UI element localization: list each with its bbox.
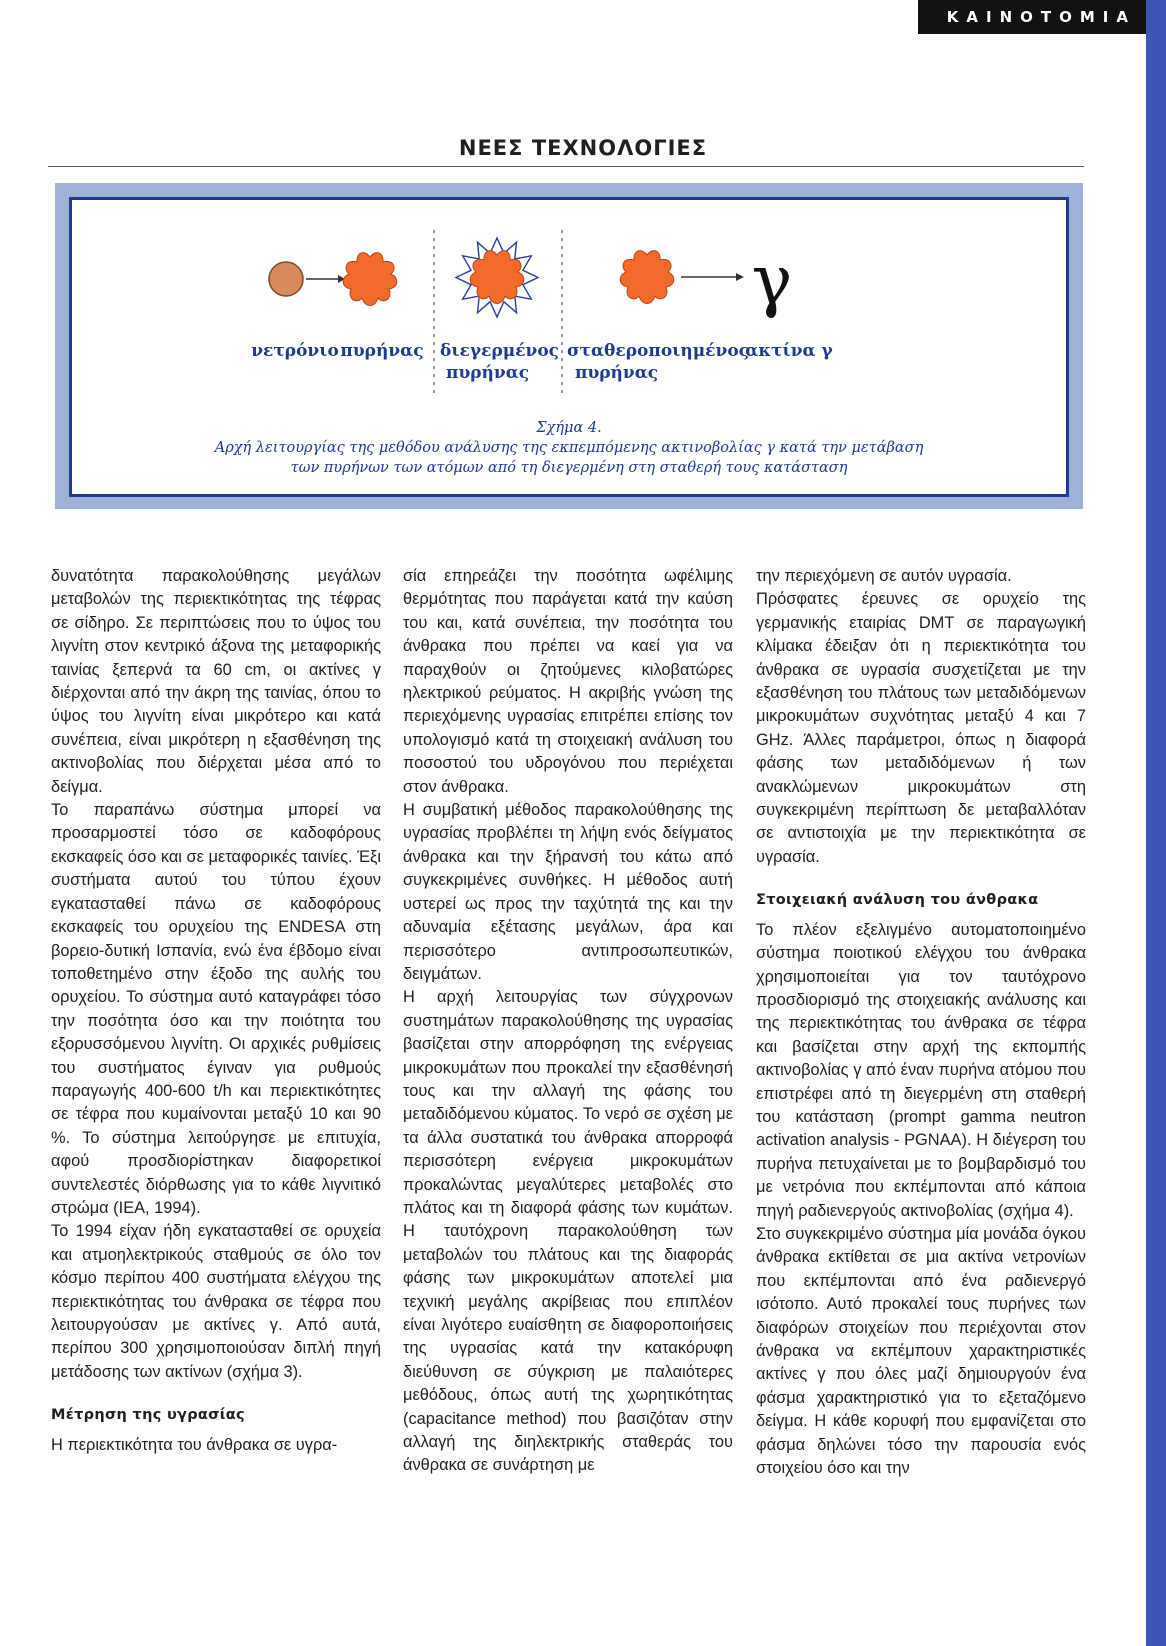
section-title: ΝΕΕΣ ΤΕΧΝΟΛΟΓΙΕΣ — [458, 136, 708, 160]
label-nucleus: πυρήνας — [340, 341, 424, 361]
text-column-2 — [403, 565, 733, 1478]
figure-caption-number: Σχήμα 4. — [536, 420, 602, 436]
subheading-elemental-analysis: Στοιχειακή ανάλυση του άνθρακα — [756, 892, 1039, 909]
gamma-symbol: γ — [751, 242, 793, 321]
figure-caption-line2: των πυρήνων των ατόμων από τη διεγερμένη στη σταθερή τους κατάσταση — [290, 460, 848, 476]
paragraph: σία επηρεάζει την ποσότητα ωφέλιμης θερμότητας που παράγεται κατά την καύση του και, κατά συνέπεια, την ποσότητα του άνθρακα που πρέπει να καεί για να παραχθούν οι ζητούμενες κιλοβατώρες ηλεκτρικού ρεύματος. Η ακριβής γνώση της περιεχόμενης υγρασίας επιτρέπει επίσης τον υπολογισμό κατά τη στοιχειακή ανάλυση του ποσοστού του υδρογόνου που περιέχεται στον άνθρακα. — [403, 567, 733, 796]
side-color-stripe — [1146, 0, 1166, 1646]
paragraph: την περιεχόμενη σε αυτόν υγρασία. — [756, 567, 1012, 585]
label-gamma-ray: ακτίνα γ — [745, 341, 833, 361]
paragraph: Πρόσφατες έρευνες σε ορυχείο της γερμανικής εταιρίας DMT σε παραγωγική κλίμακα έδειξαν ότι η περιεκτικότητα του άνθρακα σε υγρασία συσχετίζεται με την εξασθένηση του πλάτους των μεταδιδόμενων μικροκυμάτων συχνότητας μεταξύ 4 και 7 GHz. Άλλες παράμετροι, όπως η διαφορά φάσης των μεταδιδόμενων ή των ανακλώμενων μικροκυμάτων στη συγκεκριμένη περίπτωση δε μεταβαλλόταν σε αντιστοιχία με την περιεκτικότητα σε υγρασία. — [756, 590, 1086, 866]
nucleus-icon — [343, 253, 397, 306]
paragraph: Η συμβατική μέθοδος παρακολούθησης της υγρασίας προβλέπει τη λήψη ενός δείγματος άνθρακα και την ξήρανσή του κάτω από συγκεκριμένες συνθήκες. Η μέθοδος αυτή υστερεί ως προς την ταχύτητά της και την αδυναμία εξέτασης μεγάλων, άρα και περισσότερο αντιπροσωπευτικών, δειγμάτων. — [403, 801, 733, 983]
label-neutron: νετρόνιο — [251, 341, 339, 361]
neutron-icon — [269, 262, 303, 296]
figure-4 — [55, 183, 1083, 509]
text-column-3 — [756, 565, 1086, 1480]
paragraph: δυνατότητα παρακολούθησης μεγάλων μεταβολών της περιεκτικότητας της τέφρας σε σίδηρο. Σε περιπτώσεις που το ύψος του λιγνίτη στον κεντρικό άξονα της μεταφορικής ταινίας ξεπερνά τα 60 cm, οι ακτίνες γ διέρχονται από την άκρη της ταινίας, όπου το ύψος του λιγνίτη είναι μικρότερο και κατά συνέπεια, είναι μικρότερη η εξασθένηση της ακτινοβολίας που διέρχεται μέσα από το δείγμα. — [51, 567, 381, 796]
subheading-moisture: Μέτρηση της υγρασίας — [51, 1407, 245, 1424]
paragraph: Το παραπάνω σύστημα μπορεί να προσαρμοστεί τόσο σε καδοφόρους εκσκαφείς όσο και σε μεταφορικές ταινίες. Έξι συστήματα αυτού του τύπου έχουν εγκατασταθεί πάνω σε καδοφόρους εκσκαφείς του ορυχείου της ENDESA στη βορειο-δυτική Ισπανία, ενώ ένα έβδομο είναι τοποθετημένο στην έξοδο της αυλής του ορυχείου. Το σύστημα αυτό καταγράφει τόσο την ποσότητα όσο και την ποιότητα του εξορυσσόμενου λιγνίτη. Οι αρχικές ρυθμίσεις του συστήματος έγιναν για ρυθμούς παραγωγής 400-600 t/h και περιεκτικότητες σε τέφρα που κυμαίνονται μεταξύ 10 και 90 %. Το σύστημα λειτούργησε με επιτυχία, αφού προσδιορίστηκαν διαφορετικοί συντελεστές διόρθωσης για το κάθε λιγνιτικό στρώμα (IEA, 1994). — [51, 801, 381, 1217]
text-column-1 — [51, 565, 381, 1457]
label-stabilized-nucleus: σταθεροποιημένος πυρήνας — [567, 341, 750, 383]
label-excited-nucleus: διεγερμένος πυρήνας — [440, 341, 560, 383]
header-bar: ΚΑΙΝΟΤΟΜΙΑ 11 — [918, 0, 1146, 34]
paragraph: Η αρχή λειτουργίας των σύγχρονων συστημάτων παρακολούθησης της υγρασίας βασίζεται στην απορρόφηση της ενέργειας μικροκυμάτων που προκαλεί την εξασθένησή τους και την αλλαγή της φάσης του μεταδιδόμενου κύματος. Το νερό σε σχέση με τα άλλα συστατικά του άνθρακα απορροφά περισσότερη ενέργεια μικροκυμάτων προκαλώντας μεγαλύτερες μεταβολές στο πλάτος και τη διαφορά φάσης των κυμάτων. Η ταυτόχρονη παρακολούθηση των μεταβολών του πλάτους και της διαφοράς φάσης των μικροκυμάτων αποτελεί μια τεχνική μεγάλης ακρίβειας που επιπλέον είναι λιγότερο ευαίσθητη σε διαφοροποιήσεις της υγρασίας κατά την κατακόρυφη διεύθυνση σε σύγκριση με παλαιότερες μεθόδους, όπως αυτή της χωρητικότητας (capacitance method) που βασιζόταν στην αλλαγή της διηλεκτρικής σταθεράς του άνθρακα σε συνάρτηση με — [403, 988, 733, 1475]
paragraph: Η περιεκτικότητα του άνθρακα σε υγρα- — [51, 1435, 338, 1454]
paragraph: Το πλέον εξελιγμένο αυτοματοποιημένο σύστημα ποιοτικού ελέγχου του άνθρακα χρησιμοποιείται για τον ταυτόχρονο προσδιορισμό της στοιχειακής ανάλυσης και της περιεκτικότητας του άνθρακα σε τέφρα και βασίζεται στην αρχή της εκπομπής ακτινοβολίας γ από έναν πυρήνα ατόμου που επιστρέφει από τη διεγερμένη στη σταθερή του κατάσταση (prompt gamma neutron activation analysis - PGNAA). Η διέγερση του πυρήνα πετυχαίνεται με το βομβαρδισμό του με νετρόνια που εκπέμπονται από κάποια πηγή ραδιενεργούς ακτινοβολίας (σχήμα 4). — [756, 920, 1086, 1220]
title-rule — [48, 166, 1084, 167]
stabilized-nucleus-icon — [620, 251, 674, 304]
paragraph: Στο συγκεκριμένο σύστημα μία μονάδα όγκου άνθρακα εκτίθεται σε μια ακτίνα νετρονίων που εκπέμπονται από ένα ραδιενεργό ισότοπο. Αυτό προκαλεί τους πυρήνες των διαφόρων στοιχείων που περιέχονται στον άνθρακα να εκπέμπουν χαρακτηριστικές ακτίνες γ που όλες μαζί δημιουργούν ένα φάσμα χαρακτηριστικό για το εξεταζόμενο δείγμα. Η κάθε κορυφή που εμφανίζεται στο φάσμα δηλώνει τόσο την παρουσία ενός στοιχείου όσο και την — [756, 1224, 1086, 1478]
figure-caption-line1: Αρχή λειτουργίας της μεθόδου ανάλυσης της εκπεμπόμενης ακτινοβολίας γ κατά την μετάβαση — [214, 440, 924, 456]
paragraph: Το 1994 είχαν ήδη εγκατασταθεί σε ορυχεία και ατμοηλεκτρικούς σταθμούς σε όλο τον κόσμο περίπου 400 συστήματα ελέγχου της περιεκτικότητας του άνθρακα σε τέφρα που λειτουργούσαν με ακτίνες γ. Από αυτά, περίπου 300 χρησιμοποιούσαν διπλή πηγή μετάδοσης των ακτίνων (σχήμα 3). — [51, 1222, 381, 1381]
figure-frame — [69, 197, 1069, 497]
